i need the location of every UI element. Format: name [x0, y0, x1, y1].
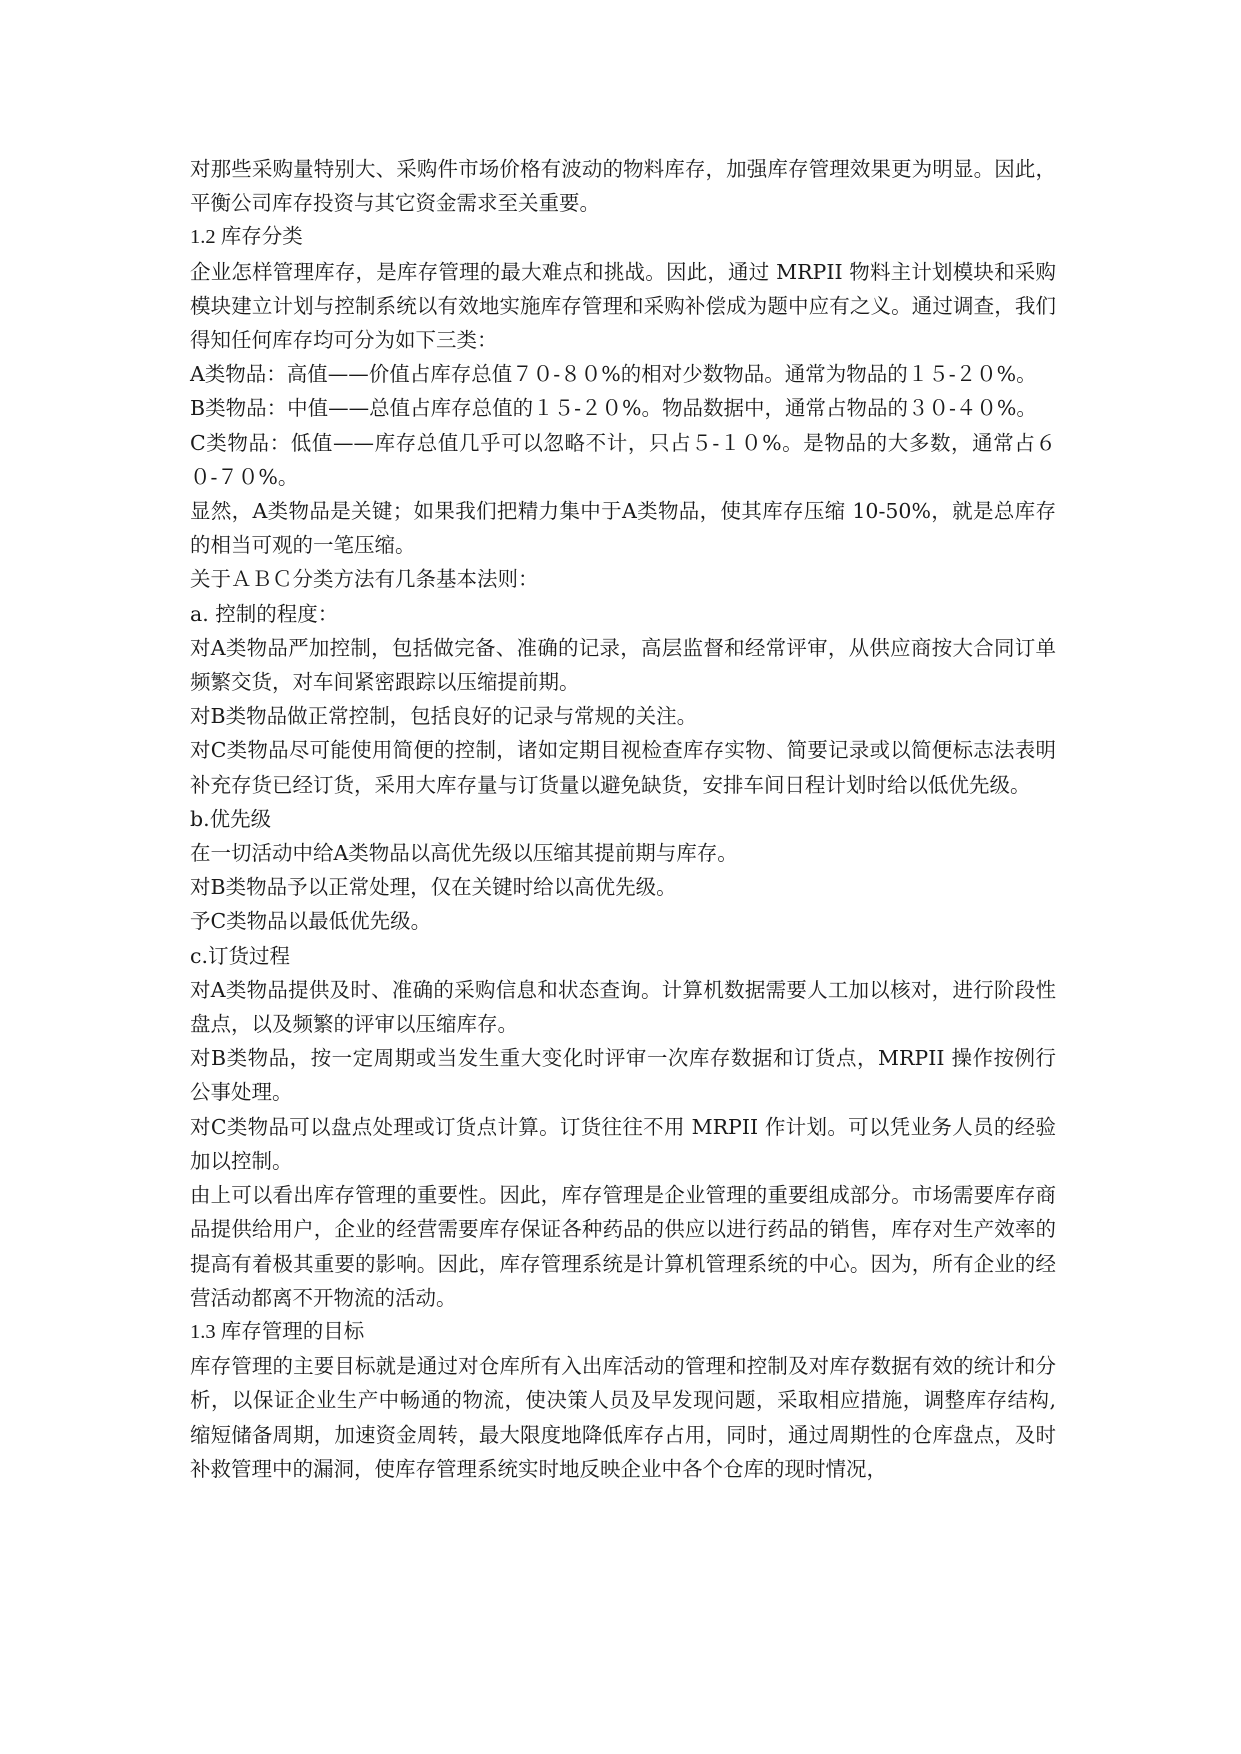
section-heading-1-2: 1.2 库存分类 [190, 226, 303, 249]
paragraph-ordering-b: 对B类物品，按一定周期或当发生重大变化时评审一次库存数据和订货点，MRPII 操作按例行公事处理。 [190, 1046, 1056, 1105]
paragraph-priority-b: 对B类物品予以正常处理，仅在关键时给以高优先级。 [190, 875, 677, 900]
paragraph-control-a: 对A类物品严加控制，包括做完备、准确的记录，高层监督和经常评审，从供应商按大合同订单频繁交货，对车间紧密跟踪以压缩提前期。 [190, 635, 1056, 695]
paragraph-class-a: A类物品：高值——价值占库存总值７０-８０%的相对少数物品。通常为物品的１５-２０%。 [190, 362, 1037, 387]
paragraph-control-c: 对C类物品尽可能使用简便的控制，诸如定期目视检查库存实物、简要记录或以简便标志法表明补充存货已经订货，采用大库存量与订货量以避免缺货，安排车间日程计划时给以低优先级。 [190, 738, 1056, 797]
paragraph-priority-a: 在一切活动中给A类物品以高优先级以压缩其提前期与库存。 [190, 841, 738, 866]
paragraph-priority-c: 予C类物品以最低优先级。 [190, 909, 432, 934]
paragraph-management-challenge: 企业怎样管理库存，是库存管理的最大难点和挑战。因此，通过 MRPII 物料主计划模块和采购模块建立计划与控制系统以有效地实施库存管理和采购补偿成为题中应有之义。通过调查，我们得知任何库存均可分为如下三类： [190, 259, 1056, 353]
subheading-control-degree: a. 控制的程度： [190, 601, 339, 626]
paragraph-abc-rules: 关于ＡＢＣ分类方法有几条基本法则： [190, 567, 539, 592]
paragraph-objectives: 库存管理的主要目标就是通过对仓库所有入出库活动的管理和控制及对库存数据有效的统计和分析，以保证企业生产中畅通的物流，使决策人员及早发现问题，采取相应措施，调整库存结构,缩短储备周期，加速资金周转，最大限度地降低库存占用，同时，通过周期性的仓库盘点，及时补救管理中的漏洞，使库存管理系统实时地反映企业中各个仓库的现时情况， [190, 1354, 1056, 1481]
subheading-priority: b.优先级 [190, 806, 272, 831]
document-body [190, 152, 1056, 1486]
paragraph-importance: 由上可以看出库存管理的重要性。因此，库存管理是企业管理的重要组成部分。市场需要库存商品提供给用户，企业的经营需要库存保证各种药品的供应以进行药品的销售，库存对生产效率的提高有着极其重要的影响。因此，库存管理系统是计算机管理系统的中心。因为，所有企业的经营活动都离不开物流的活动。 [190, 1183, 1056, 1310]
subheading-ordering: c.订货过程 [190, 943, 290, 968]
paragraph-ordering-a: 对A类物品提供及时、准确的采购信息和状态查询。计算机数据需要人工加以核对，进行阶段性盘点，以及频繁的评审以压缩库存。 [190, 977, 1056, 1037]
section-heading-1-3: 1.3 库存管理的目标 [190, 1320, 365, 1343]
paragraph-intro-cont: 对那些采购量特别大、采购件市场价格有波动的物料库存，加强库存管理效果更为明显。因此，平衡公司库存投资与其它资金需求至关重要。 [190, 157, 1056, 216]
paragraph-control-b: 对B类物品做正常控制，包括良好的记录与常规的关注。 [190, 704, 698, 729]
paragraph-class-a-key: 显然，A类物品是关键；如果我们把精力集中于A类物品，使其库存压缩 10-50%，就是总库存的相当可观的一笔压缩。 [190, 499, 1056, 558]
paragraph-class-c: C类物品：低值——库存总值几乎可以忽略不计，只占５-１０%。是物品的大多数，通常占６０-７０%。 [190, 430, 1056, 489]
paragraph-class-b: B类物品：中值——总值占库存总值的１５-２０%。物品数据中，通常占物品的３０-４０%。 [190, 396, 1037, 421]
paragraph-ordering-c: 对C类物品可以盘点处理或订货点计算。订货往往不用 MRPII 作计划。可以凭业务人员的经验加以控制。 [190, 1114, 1056, 1173]
